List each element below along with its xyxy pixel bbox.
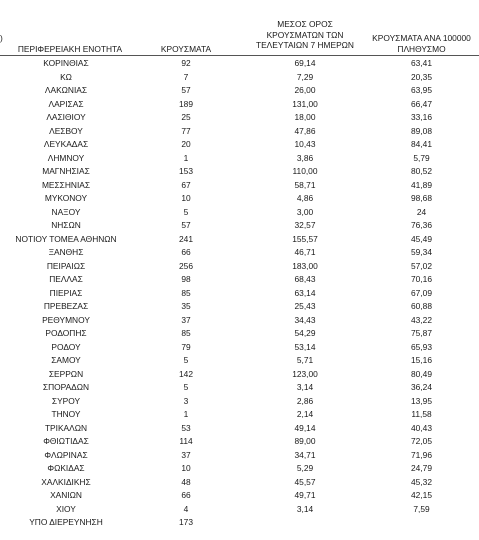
rate-cell: 11,58	[411, 409, 432, 419]
rate-cell: 80,49	[411, 368, 432, 379]
cases-cell: 1	[183, 152, 189, 163]
average-cell: 68,43	[294, 274, 316, 284]
average-cell: 69,14	[294, 58, 316, 68]
region-cell: ΜΥΚΟΝΟΥ	[44, 193, 88, 203]
rate-cell: 75,87	[411, 328, 432, 338]
average-cell: 5,71	[296, 355, 314, 365]
cases-cell: 66	[181, 247, 191, 257]
region-cell: ΜΑΓΝΗΣΙΑΣ	[42, 166, 90, 176]
region-cell: ΠΙΕΡΙΑΣ	[49, 287, 83, 298]
average-cell: 131,00	[292, 98, 318, 109]
average-cell: 54,29	[294, 328, 316, 338]
cases-cell: 79	[181, 341, 191, 352]
average-cell: 2,86	[296, 395, 314, 406]
rate-cell: 45,32	[411, 476, 432, 487]
rate-cell: 24,79	[411, 463, 432, 473]
table-row	[0, 368, 479, 382]
cases-cell: 256	[179, 260, 193, 271]
region-cell: ΛΗΜΝΟΥ	[47, 152, 85, 163]
region-cell: ΦΘΙΩΤΙΔΑΣ	[43, 436, 89, 446]
cases-cell: 10	[181, 193, 191, 203]
table-row	[0, 98, 479, 112]
region-cell: ΣΠΟΡΑΔΩΝ	[42, 382, 90, 392]
table-row	[0, 179, 479, 193]
cases-cell: 37	[181, 314, 191, 325]
region-cell: ΡΕΘΥΜΝΟΥ	[42, 314, 90, 325]
table-row	[0, 219, 479, 233]
region-cell: ΛΑΡΙΣΑΣ	[48, 98, 84, 109]
rate-cell: 42,15	[411, 490, 432, 500]
average-cell: 4,86	[296, 193, 314, 203]
table-row	[0, 57, 479, 71]
rate-cell: 80,52	[411, 166, 432, 176]
table-row	[0, 125, 479, 139]
cases-cell: 173	[179, 517, 193, 527]
table-row	[0, 449, 479, 463]
region-cell: ΝΟΤΙΟΥ ΤΟΜΕΑ ΑΘΗΝΩΝ	[15, 233, 117, 244]
region-cell: ΞΑΝΘΗΣ	[48, 247, 84, 257]
rate-cell: 70,16	[411, 274, 432, 284]
cases-cell: 241	[179, 233, 193, 244]
region-cell: ΤΗΝΟΥ	[51, 409, 81, 419]
table-row	[0, 273, 479, 287]
average-cell: 3,14	[296, 503, 314, 514]
column-header-7day-average	[246, 19, 364, 51]
cases-cell: 7	[183, 71, 189, 82]
table-row	[0, 462, 479, 476]
region-cell: ΦΩΚΙΔΑΣ	[47, 463, 85, 473]
rate-cell: 5,79	[413, 152, 430, 163]
table-row	[0, 152, 479, 166]
average-cell: 32,57	[294, 220, 316, 230]
table-row	[0, 84, 479, 98]
column-header-region: ΠΕΡΙΦΕΡΕΙΑΚΗ ΕΝΟΤΗΤΑ	[17, 44, 123, 54]
table-row	[0, 138, 479, 152]
rate-cell: 65,93	[411, 341, 432, 352]
rate-cell: 63,41	[411, 58, 432, 68]
cases-cell: 92	[181, 58, 191, 68]
cases-cell: 77	[181, 125, 191, 136]
average-cell: 34,43	[294, 314, 316, 325]
rate-cell: 7,59	[413, 503, 430, 514]
region-cell: ΛΕΣΒΟΥ	[49, 125, 83, 136]
region-cell: ΚΩ	[60, 71, 72, 82]
average-cell: 45,57	[294, 476, 316, 487]
average-cell: 25,43	[294, 301, 316, 311]
rate-cell: 84,41	[411, 139, 432, 149]
region-cell: ΛΑΣΙΘΙΟΥ	[46, 112, 86, 122]
average-cell: 5,29	[296, 463, 314, 473]
region-cell: ΤΡΙΚΑΛΩΝ	[44, 422, 88, 433]
rate-cell: 67,09	[411, 287, 432, 298]
avg-header-line-2: ΚΡΟΥΣΜΑΤΩΝ ΤΩΝ	[266, 29, 344, 40]
cases-cell: 57	[181, 85, 191, 95]
table-row	[0, 489, 479, 503]
average-cell: 183,00	[292, 260, 318, 271]
header-divider	[0, 55, 479, 56]
cases-cell: 98	[181, 274, 191, 284]
rate-cell: 45,49	[411, 233, 432, 244]
average-cell: 53,14	[294, 341, 316, 352]
average-cell: 2,14	[296, 409, 314, 419]
region-cell: ΧΑΛΚΙΔΙΚΗΣ	[41, 476, 91, 487]
cases-cell: 5	[183, 355, 189, 365]
average-cell: 49,71	[294, 490, 316, 500]
cases-cell: 4	[183, 503, 189, 514]
rate-cell: 41,89	[411, 179, 432, 190]
cases-cell: 37	[181, 449, 191, 460]
cases-cell: 142	[179, 368, 193, 379]
rate-cell: 59,34	[411, 247, 432, 257]
region-cell: ΣΕΡΡΩΝ	[48, 368, 84, 379]
table-row	[0, 192, 479, 206]
rate-cell: 71,96	[411, 449, 432, 460]
average-cell: 18,00	[294, 112, 316, 122]
table-row	[0, 165, 479, 179]
cases-table-body	[0, 57, 479, 530]
rate-cell: 60,88	[411, 301, 432, 311]
cases-cell: 5	[183, 382, 189, 392]
region-cell: ΛΑΚΩΝΙΑΣ	[44, 85, 88, 95]
region-cell: ΛΕΥΚΑΔΑΣ	[43, 139, 89, 149]
table-row	[0, 206, 479, 220]
cases-cell: 85	[181, 287, 191, 298]
cases-cell: 1	[183, 409, 189, 419]
average-cell: 155,57	[292, 233, 318, 244]
table-row	[0, 395, 479, 409]
rate-cell: 63,95	[411, 85, 432, 95]
table-row	[0, 341, 479, 355]
region-cell: ΧΙΟΥ	[56, 503, 76, 514]
table-row	[0, 111, 479, 125]
region-cell: ΠΡΕΒΕΖΑΣ	[43, 301, 89, 311]
region-cell: ΣΑΜΟΥ	[51, 355, 81, 365]
table-row	[0, 516, 479, 530]
region-cell: ΣΥΡΟΥ	[51, 395, 81, 406]
rate-cell: 57,02	[411, 260, 432, 271]
table-row	[0, 233, 479, 247]
region-cell: ΡΟΔΟΥ	[51, 341, 81, 352]
cases-cell: 5	[183, 206, 189, 217]
cases-cell: 48	[181, 476, 191, 487]
cases-cell: 57	[181, 220, 191, 230]
table-row	[0, 354, 479, 368]
rate-cell: 72,05	[411, 436, 432, 446]
rate-cell: 76,36	[411, 220, 432, 230]
table-row	[0, 422, 479, 436]
average-cell: 63,14	[294, 287, 316, 298]
rate-cell: 13,95	[411, 395, 432, 406]
truncated-header-fragment: )	[0, 33, 3, 43]
column-header-cases-per-100000	[364, 33, 479, 54]
average-cell: 49,14	[294, 422, 316, 433]
table-row	[0, 327, 479, 341]
average-cell: 3,00	[296, 206, 314, 217]
table-row	[0, 314, 479, 328]
average-cell: 47,86	[294, 125, 316, 136]
rate-cell: 33,16	[411, 112, 432, 122]
rate-cell: 20,35	[411, 71, 432, 82]
average-cell: 3,86	[296, 152, 314, 163]
average-cell: 89,00	[294, 436, 316, 446]
rate-cell: 36,24	[411, 382, 432, 392]
average-cell: 10,43	[294, 139, 316, 149]
cases-cell: 53	[181, 422, 191, 433]
cases-cell: 189	[179, 98, 193, 109]
cases-cell: 3	[183, 395, 189, 406]
table-row	[0, 300, 479, 314]
region-cell: ΜΕΣΣΗΝΙΑΣ	[41, 179, 91, 190]
table-row	[0, 246, 479, 260]
table-row	[0, 260, 479, 274]
average-cell: 46,71	[294, 247, 316, 257]
table-row	[0, 503, 479, 517]
average-cell: 3,14	[296, 382, 314, 392]
region-cell: ΚΟΡΙΝΘΙΑΣ	[43, 58, 89, 68]
cases-cell: 25	[181, 112, 191, 122]
table-row	[0, 476, 479, 490]
cases-cell: 153	[179, 166, 193, 176]
cases-cell: 67	[181, 179, 191, 190]
table-row	[0, 287, 479, 301]
avg-header-line-3: ΤΕΛΕΥΤΑΙΩΝ 7 ΗΜΕΡΩΝ	[255, 40, 354, 50]
cases-cell: 20	[181, 139, 191, 149]
region-cell: ΝΑΞΟΥ	[51, 206, 81, 217]
cases-cell: 10	[181, 463, 191, 473]
cases-cell: 114	[179, 436, 193, 446]
rate-cell: 66,47	[411, 98, 432, 109]
cases-cell: 85	[181, 328, 191, 338]
region-cell: ΥΠΟ ΔΙΕΡΕΥΝΗΣΗ	[29, 517, 103, 527]
table-row	[0, 71, 479, 85]
average-cell: 110,00	[292, 166, 318, 176]
rate-header-line-1: ΚΡΟΥΣΜΑΤΑ ΑΝΑ 100000	[372, 33, 471, 43]
avg-header-line-1: ΜΕΣΟΣ ΟΡΟΣ	[277, 19, 333, 29]
region-cell: ΡΟΔΟΠΗΣ	[45, 328, 87, 338]
rate-cell: 15,16	[411, 355, 432, 365]
cases-cell: 66	[181, 490, 191, 500]
average-cell: 123,00	[292, 368, 318, 379]
table-row	[0, 381, 479, 395]
rate-header-line-2: ΠΛΗΘΥΣΜΟ	[397, 43, 446, 54]
column-header-cases: ΚΡΟΥΣΜΑΤΑ	[160, 44, 212, 54]
region-cell: ΦΛΩΡΙΝΑΣ	[44, 449, 88, 460]
table-row	[0, 408, 479, 422]
average-cell: 26,00	[294, 85, 316, 95]
rate-cell: 89,08	[411, 125, 432, 136]
rate-cell: 43,22	[411, 314, 432, 325]
average-cell: 7,29	[296, 71, 314, 82]
region-cell: ΝΗΣΩΝ	[51, 220, 81, 230]
average-cell: 58,71	[294, 179, 316, 190]
region-cell: ΧΑΝΙΩΝ	[50, 490, 82, 500]
cases-cell: 35	[181, 301, 191, 311]
rate-cell: 40,43	[411, 422, 432, 433]
region-cell: ΠΕΙΡΑΙΩΣ	[46, 260, 86, 271]
average-cell: 34,71	[294, 449, 316, 460]
region-cell: ΠΕΛΛΑΣ	[49, 274, 83, 284]
table-row	[0, 435, 479, 449]
rate-cell: 24	[416, 206, 427, 217]
rate-cell: 98,68	[411, 193, 432, 203]
